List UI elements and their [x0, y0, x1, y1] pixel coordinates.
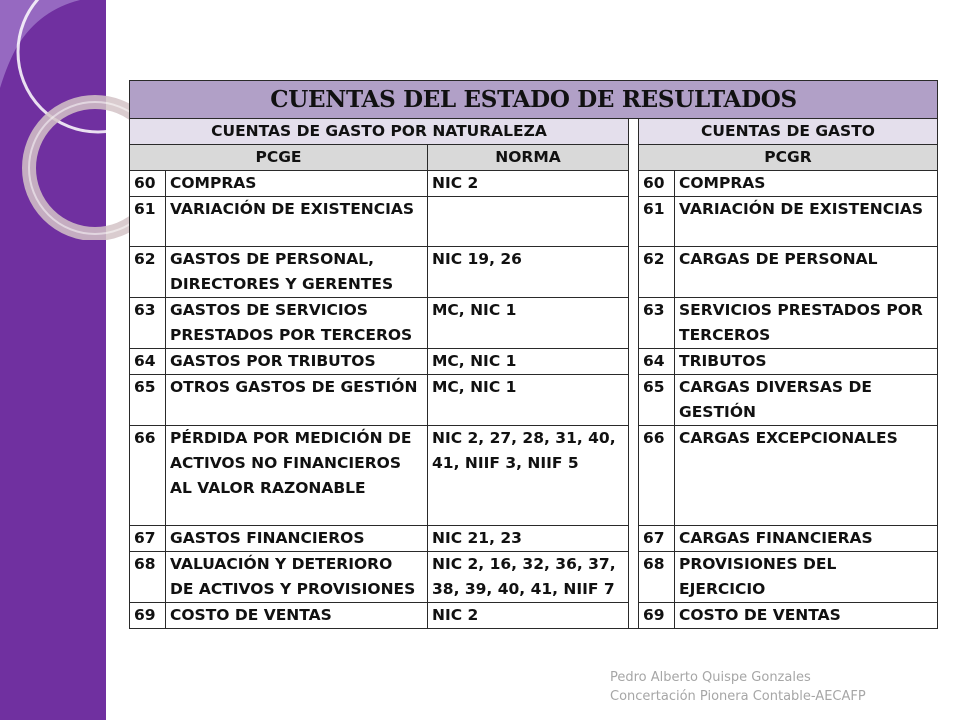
column-header-norma: NORMA	[428, 145, 629, 171]
accounts-table	[129, 80, 938, 629]
table-row	[130, 247, 938, 298]
right-account-code: 68	[639, 552, 675, 603]
table-row	[130, 603, 938, 629]
norma-reference: MC, NIC 1	[428, 298, 629, 349]
pcgr-account-name: VARIACIÓN DE EXISTENCIAS	[675, 197, 938, 247]
decorative-rings-icon	[0, 0, 130, 240]
table-row	[130, 349, 938, 375]
column-header-pcge: PCGE	[130, 145, 428, 171]
left-account-code: 62	[130, 247, 166, 298]
pcge-account-name: COMPRAS	[166, 171, 428, 197]
pcgr-account-name: CARGAS DE PERSONAL	[675, 247, 938, 298]
slide-footer	[610, 668, 866, 706]
right-account-code: 67	[639, 526, 675, 552]
right-account-code: 61	[639, 197, 675, 247]
pcgr-account-name: PROVISIONES DEL EJERCICIO	[675, 552, 938, 603]
pcge-account-name: VALUACIÓN Y DETERIORO DE ACTIVOS Y PROVISIONES	[166, 552, 428, 603]
pcge-account-name: GASTOS POR TRIBUTOS	[166, 349, 428, 375]
left-account-code: 64	[130, 349, 166, 375]
left-account-code: 61	[130, 197, 166, 247]
right-account-code: 69	[639, 603, 675, 629]
column-header-pcgr: PCGR	[639, 145, 938, 171]
right-account-code: 64	[639, 349, 675, 375]
right-account-code: 62	[639, 247, 675, 298]
pcge-account-name: OTROS GASTOS DE GESTIÓN	[166, 375, 428, 426]
table-row	[130, 298, 938, 349]
pcgr-account-name: CARGAS DIVERSAS DE GESTIÓN	[675, 375, 938, 426]
right-group-header: CUENTAS DE GASTO	[639, 119, 938, 145]
pcgr-account-name: COSTO DE VENTAS	[675, 603, 938, 629]
column-gap	[629, 119, 639, 629]
pcge-account-name: GASTOS DE SERVICIOS PRESTADOS POR TERCEROS	[166, 298, 428, 349]
norma-reference: NIC 21, 23	[428, 526, 629, 552]
table-row	[130, 171, 938, 197]
norma-reference: NIC 2	[428, 603, 629, 629]
pcge-account-name: PÉRDIDA POR MEDICIÓN DE ACTIVOS NO FINANCIEROS AL VALOR RAZONABLE	[166, 426, 428, 526]
footer-author: Pedro Alberto Quispe Gonzales	[610, 670, 811, 685]
norma-reference: NIC 2, 16, 32, 36, 37, 38, 39, 40, 41, NIIF 7	[428, 552, 629, 603]
table-title: CUENTAS DEL ESTADO DE RESULTADOS	[130, 81, 938, 119]
pcge-account-name: VARIACIÓN DE EXISTENCIAS	[166, 197, 428, 247]
norma-reference: NIC 2, 27, 28, 31, 40, 41, NIIF 3, NIIF 5	[428, 426, 629, 526]
table-row	[130, 552, 938, 603]
left-account-code: 67	[130, 526, 166, 552]
left-account-code: 65	[130, 375, 166, 426]
left-account-code: 63	[130, 298, 166, 349]
norma-reference: NIC 19, 26	[428, 247, 629, 298]
table-row	[130, 526, 938, 552]
left-account-code: 69	[130, 603, 166, 629]
left-account-code: 66	[130, 426, 166, 526]
table-row	[130, 375, 938, 426]
norma-reference: MC, NIC 1	[428, 375, 629, 426]
norma-reference	[428, 197, 629, 247]
norma-reference: MC, NIC 1	[428, 349, 629, 375]
norma-reference: NIC 2	[428, 171, 629, 197]
left-account-code: 60	[130, 171, 166, 197]
pcgr-account-name: CARGAS EXCEPCIONALES	[675, 426, 938, 526]
pcge-account-name: GASTOS DE PERSONAL, DIRECTORES Y GERENTES	[166, 247, 428, 298]
pcgr-account-name: CARGAS FINANCIERAS	[675, 526, 938, 552]
right-account-code: 65	[639, 375, 675, 426]
pcgr-account-name: SERVICIOS PRESTADOS POR TERCEROS	[675, 298, 938, 349]
right-account-code: 66	[639, 426, 675, 526]
right-account-code: 63	[639, 298, 675, 349]
accounts-table-container	[129, 80, 939, 628]
table-row	[130, 197, 938, 247]
pcgr-account-name: TRIBUTOS	[675, 349, 938, 375]
right-account-code: 60	[639, 171, 675, 197]
left-group-header: CUENTAS DE GASTO POR NATURALEZA	[130, 119, 629, 145]
pcge-account-name: COSTO DE VENTAS	[166, 603, 428, 629]
footer-organization: Concertación Pionera Contable-AECAFP	[610, 689, 866, 704]
pcge-account-name: GASTOS FINANCIEROS	[166, 526, 428, 552]
table-row	[130, 426, 938, 526]
left-account-code: 68	[130, 552, 166, 603]
pcgr-account-name: COMPRAS	[675, 171, 938, 197]
